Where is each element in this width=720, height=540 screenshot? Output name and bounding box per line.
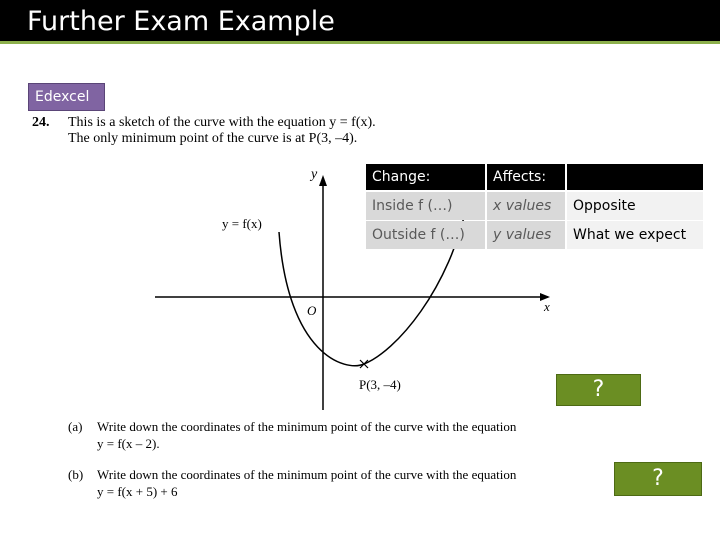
table-header-effect (567, 164, 703, 190)
part-a-line-1: Write down the coordinates of the minimum point of the curve with the equation (97, 419, 517, 434)
table-cell-outside: Outside f (…) (366, 221, 485, 249)
curve-label: y = f(x) (222, 216, 262, 231)
table-cell-inside: Inside f (…) (366, 192, 485, 220)
part-a-line-2: y = f(x – 2). (97, 436, 160, 451)
question-line-2: The only minimum point of the curve is at P(3, –4). (68, 131, 358, 146)
question-number: 24. (32, 115, 50, 130)
origin-label: O (307, 303, 317, 318)
part-b-line-2: y = f(x + 5) + 6 (97, 484, 178, 499)
table-header-affects: Affects: (487, 164, 565, 190)
answer-a-reveal-button[interactable]: ? (556, 374, 641, 406)
table-cell-what-we-expect: What we expect (567, 221, 703, 249)
table-cell-opposite: Opposite (567, 192, 703, 220)
table-cell-y-values: y values (487, 221, 565, 249)
x-axis-label: x (544, 299, 550, 314)
part-a-label: (a) (68, 419, 83, 434)
slide-title: Further Exam Example (27, 6, 335, 37)
table-header-change: Change: (366, 164, 485, 190)
y-axis-label: y (311, 167, 318, 182)
y-axis-arrow (319, 175, 327, 186)
table-cell-x-values: x values (487, 192, 565, 220)
part-b-line-1: Write down the coordinates of the minimum point of the curve with the equation (97, 467, 517, 482)
exam-board-badge: Edexcel (28, 83, 105, 111)
question-line-1: This is a sketch of the curve with the equation y = f(x). (68, 115, 376, 130)
answer-b-reveal-button[interactable]: ? (614, 462, 702, 496)
point-label: P(3, –4) (359, 377, 401, 392)
part-b-label: (b) (68, 467, 84, 482)
